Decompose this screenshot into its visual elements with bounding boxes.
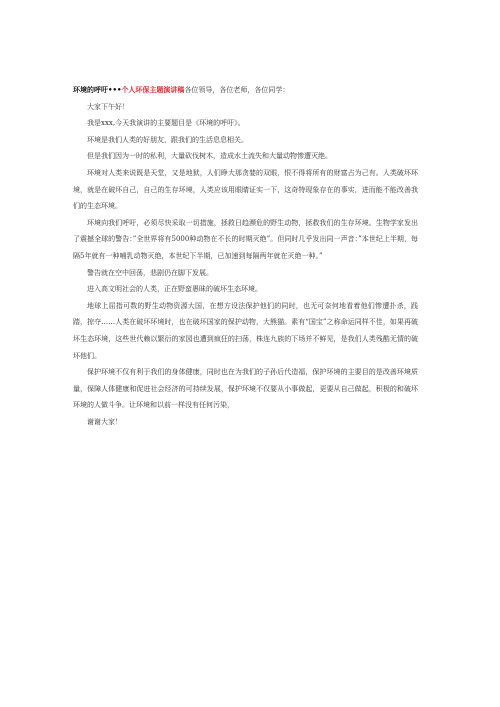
paragraph-civilization: 进入高文明社会的人类，正在野蛮愚昧的破坏生态环境。	[87, 285, 262, 294]
title-line	[73, 82, 418, 99]
paragraph-tragedy: 警告就在空中回荡，悲剧仍在脚下发展。	[87, 268, 213, 277]
paragraph-introduction: 我是xxx,今天我演讲的主要题目是《环境的呼吁》。	[87, 119, 245, 128]
paragraph-environment-friend: 环境是我们人类的好朋友，跟我们的生活息息相关。	[87, 135, 248, 144]
paragraph-thanks: 谢谢大家！	[87, 417, 122, 426]
speech-title: 环境的呼吁•••	[73, 85, 122, 94]
speech-title-highlight: 个人环保主题演讲稿	[121, 85, 185, 94]
salutation: 各位领导，各位老师，各位同学：	[184, 86, 290, 94]
speech-body	[73, 82, 418, 430]
paragraph-warning: 环境向我们呼吁，必须尽快采取一切措施，拯救日趋濒危的野生动物，拯救我们的生存环境。生物学家发出了震撼全球的警告：”全世界将有5000种动物在不长的时期灭绝”。但同时几乎发出同一声音：”本世纪上半期，每隔5年就有一种哺乳动物灭绝，本世纪下半期，已加速到每隔两年就在灭绝一种。”	[73, 218, 418, 260]
paragraph-protect-environment: 保护环境不仅有利于我们的身体健康，同时也在为我们的子孙后代造福，保护环境的主要目的是改善环境质量，保障人体健康和促进社会经济的可持续发展，保护环境不仅要从小事做起，更要从自己做起，积极的和破坏环境的人做斗争。让环境和以前一样没有任何污染，	[73, 368, 418, 410]
paragraph-wildlife: 地球上屈指可数的野生动物资源大国，在想方设法保护他们的同时，也无可奈何地看着他们惨遭扑杀，践踏，掠夺……人类在破坏环境时，也在破坏国家的保护动物，大熊猫。素有“国宝”之称命运同样不佳，如果再破坏生态环境，这些世代赖以繁衍的家园也遭到疯狂的扫荡，株连九族的下场并不鲜见，是我们人类残酷无情的破坏他们。	[73, 301, 418, 360]
paragraph-selfish-interest: 但是我们因为一时的私利，大量砍伐树木，造成水土流失和大量动物惨遭灭绝。	[87, 152, 332, 161]
paragraph-greeting: 大家下午好！	[87, 102, 129, 111]
paragraph-heaven-and-hell: 环境对人类来说既是天堂，又是地狱，人们睁大那贪婪的双眼，恨不得将所有的财富占为己有。人类破坏环境，就是在破坏自己，自己的生存环境，人类应该用眼睛证实一下，这奇特现象存在的事实，进而能不能改善我们的生态环境。	[73, 168, 418, 211]
